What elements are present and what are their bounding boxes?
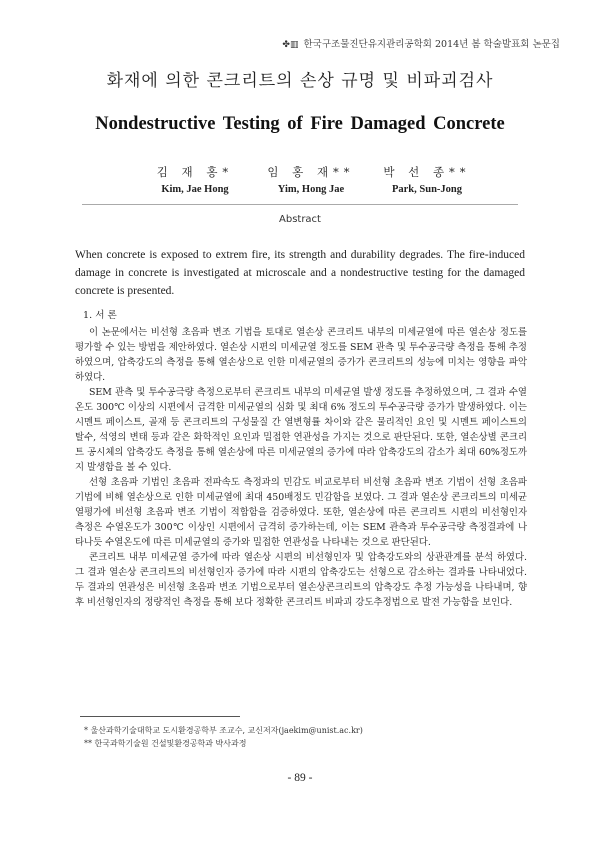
abstract-text: When concrete is exposed to extrem fire, its strength and durability degrades. The fire-induced damage in concrete is investigated at microscale and a nondestructive testing for the damaged concrete is presented.: [75, 249, 525, 297]
body-paragraph: 콘크리트 내부 미세균열 증가에 따라 열손상 시편의 비선형인자 및 압축강도와의 상관관계를 분석 하였다. 그 결과 열손상 콘크리트의 비선형인자 증가에 따라 시편의 압축강도는 선형으로 감소하는 결과를 나타내었다. 두 결과의 연관성은 비선형 초음파 변조 기법으로부터 열손상콘크리트의 압축강도 추정 가능성을 나타내며, 향후 비선형인자의 정량적인 측정을 통해 보다 정확한 콘크리트 비파괴 강도추정법으로 발전 가능함을 보인다.: [75, 552, 527, 608]
author-3: [362, 164, 492, 195]
author-name-english: Yim, Hong Jae: [277, 184, 345, 195]
author-name-english: Kim, Jae Hong: [161, 184, 229, 195]
title-english: Nondestructive Testing of Fire Damaged Concrete: [95, 114, 505, 134]
conference-name: 한국구조물진단유지관리공학회 2014년 봄 학술발표회 논문집: [303, 39, 560, 50]
section-title: 1. 서 론: [83, 310, 117, 321]
body-paragraph: 선형 초음파 기법인 초음파 전파속도 측정과의 민감도 비교로부터 비선형 초음파 변조 기법이 선형 초음파 기법에 비해 열손상으로 인한 미세균열에 최대 450배정도 민감함을 보였다. 그 결과 열손상 콘크리트의 미세균열평가에 비선형 초음파 변조 기법이 적합함을 검증하였다. 또한, 열손상에 따른 콘크리트 시편의 비선형인자 측정은 수열온도가 300℃ 이상인 시편에서 급격히 증가하는데, 이는 SEM 관측과 투수공극량 측정결과에 나타나듯 수열온도에 따른 미세균열의 증가와 밀접한 연관성을 나타내는 것으로 판단된다.: [75, 477, 527, 548]
author-1: [130, 164, 260, 195]
conference-header: [282, 36, 560, 50]
author-2: [246, 164, 376, 195]
abstract-heading: Abstract: [279, 214, 321, 225]
body-paragraph: SEM 관측 및 투수공극량 측정으로부터 콘크리트 내부의 미세균열 발생 정도를 추정하였으며, 그 결과 수열온도 300℃ 이상의 시편에서 급격한 미세균열의 심화 및 최대 6% 정도의 투수공극량 증가가 발생하였다. 이는 시멘트 페이스트, 골재 등 콘크리트의 구성물질 간 열변형률 차이와 같은 물리적인 요인 및 시멘트 페이스트의 탈수, 석영의 변태 등과 같은 화학적인 요인과 밀접한 연관성을 가지는 것으로 판단된다. 또한, 열손상별 콘크리트 공시체의 압축강도 측정을 통해 열손상에 따른 미세균열의 증가에 따라 압축강도의 감소가 최대 60%정도까지 발생함을 볼 수 있다.: [75, 387, 527, 473]
footnote-item: ** 한국과학기술원 건설및환경공학과 박사과정: [84, 739, 247, 748]
footnotes: [84, 724, 524, 750]
footnote-item: * 울산과학기술대학교 도시환경공학부 조교수, 교신저자(jaekim@unist.ac.kr): [84, 726, 363, 735]
author-name-english: Park, Sun-Jong: [391, 184, 463, 195]
author-name-korean: 김 재 홍*: [156, 165, 234, 179]
body-section: [75, 308, 527, 610]
page-number: - 89 -: [287, 772, 313, 784]
author-name-korean: 박 선 종**: [383, 165, 471, 179]
author-name-korean: 임 홍 재**: [267, 165, 355, 179]
header-ornament-icon: ✤▥: [282, 40, 299, 50]
body-paragraph: 이 논문에서는 비선형 초음파 변조 기법을 토대로 열손상 콘크리트 내부의 미세균열에 따른 열손상 정도를 평가할 수 있는 방법을 제안하였다. 열손상 시편의 미세균열 정도를 SEM 관측 및 투수공극량 측정을 통해 추정하였으며, 압축강도의 측정을 통해 열손상으로 인한 미세균열의 증가가 콘크리트의 성능에 미치는 영향을 파악하였다.: [75, 327, 527, 383]
footnote-divider: [80, 716, 240, 717]
abstract-top-divider: [82, 204, 518, 205]
title-korean: 화재에 의한 콘크리트의 손상 규명 및 비파괴검사: [106, 71, 494, 91]
